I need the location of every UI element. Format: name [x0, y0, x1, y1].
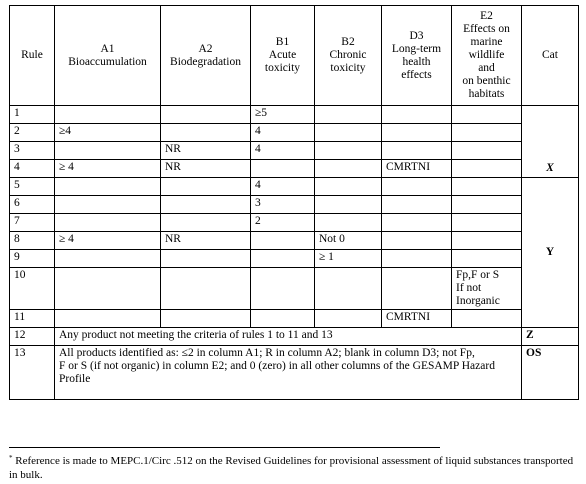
- table-row-rule-13: [10, 346, 579, 400]
- b1-cell: 3: [251, 196, 315, 214]
- d3-cell: [382, 106, 452, 124]
- d3-cell: CMRTNI: [382, 310, 452, 328]
- b2-cell: Not 0: [315, 232, 382, 250]
- a2-cell: [161, 214, 251, 232]
- b2-cell: ≥ 1: [315, 250, 382, 268]
- table-row: [10, 232, 579, 250]
- rule-number: 5: [10, 178, 55, 196]
- rule-number: 11: [10, 310, 55, 328]
- b2-cell: [315, 196, 382, 214]
- b2-cell: [315, 124, 382, 142]
- d3-cell: [382, 232, 452, 250]
- e2-cell: [452, 178, 522, 196]
- a1-cell: ≥ 4: [55, 232, 161, 250]
- rule-13-text: All products identified as: ≤2 in column A1; R in column A2; blank in column D3; not Fp, F or S (if not organic) in column E2; and 0 (zero) in all other columns of the GESAMP Hazard Profile: [55, 346, 522, 400]
- footnote-divider: [9, 447, 440, 448]
- d3-cell: [382, 196, 452, 214]
- b1-cell: 4: [251, 178, 315, 196]
- header-a2: A2 Biodegradation: [161, 6, 251, 106]
- b1-cell: [251, 310, 315, 328]
- e2-cell: [452, 160, 522, 178]
- b2-cell: [315, 106, 382, 124]
- a1-cell: [55, 268, 161, 310]
- d3-cell: [382, 142, 452, 160]
- d3-cell: [382, 268, 452, 310]
- b1-cell: [251, 250, 315, 268]
- footnote-text: Reference is made to MEPC.1/Circ .512 on the Revised Guidelines for provisional assessment of liquid substances transported in bulk.: [9, 455, 574, 481]
- a2-cell: NR: [161, 160, 251, 178]
- rule-12-text: Any product not meeting the criteria of rules 1 to 11 and 13: [55, 328, 522, 346]
- header-d3: D3 Long-term health effects: [382, 6, 452, 106]
- a1-cell: [55, 178, 161, 196]
- header-b2: B2 Chronic toxicity: [315, 6, 382, 106]
- a1-cell: ≥ 4: [55, 160, 161, 178]
- footnote: [9, 451, 579, 482]
- rule-number: 1: [10, 106, 55, 124]
- e2-cell: [452, 232, 522, 250]
- table-row: [10, 250, 579, 268]
- a1-cell: [55, 106, 161, 124]
- header-row: [10, 6, 579, 106]
- b1-cell: ≥5: [251, 106, 315, 124]
- rule-number: 9: [10, 250, 55, 268]
- d3-cell: [382, 250, 452, 268]
- b2-cell: [315, 160, 382, 178]
- category-z: Z: [522, 328, 579, 346]
- rule-number: 3: [10, 142, 55, 160]
- d3-cell: [382, 178, 452, 196]
- d3-cell: CMRTNI: [382, 160, 452, 178]
- table-row: [10, 268, 579, 310]
- table-row: [10, 142, 579, 160]
- a2-cell: NR: [161, 142, 251, 160]
- rule-number: 13: [10, 346, 55, 400]
- a2-cell: [161, 196, 251, 214]
- table-row-rule-12: [10, 328, 579, 346]
- a1-cell: [55, 214, 161, 232]
- header-a1: A1 Bioaccumulation: [55, 6, 161, 106]
- e2-cell: Fp,F or S If not Inorganic: [452, 268, 522, 310]
- e2-cell: [452, 106, 522, 124]
- b1-cell: 2: [251, 214, 315, 232]
- rule-number: 6: [10, 196, 55, 214]
- e2-cell: [452, 214, 522, 232]
- gesamp-hazard-table: [9, 5, 579, 400]
- rule-number: 12: [10, 328, 55, 346]
- e2-cell: [452, 250, 522, 268]
- a1-cell: [55, 310, 161, 328]
- table-row: [10, 196, 579, 214]
- d3-cell: [382, 124, 452, 142]
- table-row: [10, 178, 579, 196]
- table-row: [10, 160, 579, 178]
- header-e2: E2 Effects on marine wildlife and on benthic habitats: [452, 6, 522, 106]
- a1-cell: [55, 250, 161, 268]
- header-rule: Rule: [10, 6, 55, 106]
- table-row: [10, 214, 579, 232]
- d3-cell: [382, 214, 452, 232]
- b1-cell: [251, 232, 315, 250]
- rule-number: 4: [10, 160, 55, 178]
- a1-cell: [55, 196, 161, 214]
- footnote-marker: *: [9, 454, 13, 462]
- rule-number: 8: [10, 232, 55, 250]
- b2-cell: [315, 142, 382, 160]
- a1-cell: ≥4: [55, 124, 161, 142]
- b1-cell: [251, 268, 315, 310]
- e2-cell: [452, 124, 522, 142]
- b2-cell: [315, 310, 382, 328]
- a2-cell: [161, 178, 251, 196]
- category-os: OS: [522, 346, 579, 400]
- rule-number: 7: [10, 214, 55, 232]
- rule-number: 2: [10, 124, 55, 142]
- b1-cell: [251, 160, 315, 178]
- category-x: X: [522, 106, 579, 178]
- a1-cell: [55, 142, 161, 160]
- e2-cell: [452, 196, 522, 214]
- a2-cell: [161, 268, 251, 310]
- a2-cell: [161, 124, 251, 142]
- b2-cell: [315, 268, 382, 310]
- e2-cell: [452, 142, 522, 160]
- table-row: [10, 124, 579, 142]
- rule-number: 10: [10, 268, 55, 310]
- a2-cell: NR: [161, 232, 251, 250]
- table-row: [10, 310, 579, 328]
- a2-cell: [161, 106, 251, 124]
- e2-cell: [452, 310, 522, 328]
- category-y: Y: [522, 178, 579, 328]
- a2-cell: [161, 310, 251, 328]
- header-b1: B1 Acute toxicity: [251, 6, 315, 106]
- header-cat: Cat: [522, 6, 579, 106]
- b2-cell: [315, 178, 382, 196]
- b1-cell: 4: [251, 142, 315, 160]
- b1-cell: 4: [251, 124, 315, 142]
- a2-cell: [161, 250, 251, 268]
- b2-cell: [315, 214, 382, 232]
- table-row: [10, 106, 579, 124]
